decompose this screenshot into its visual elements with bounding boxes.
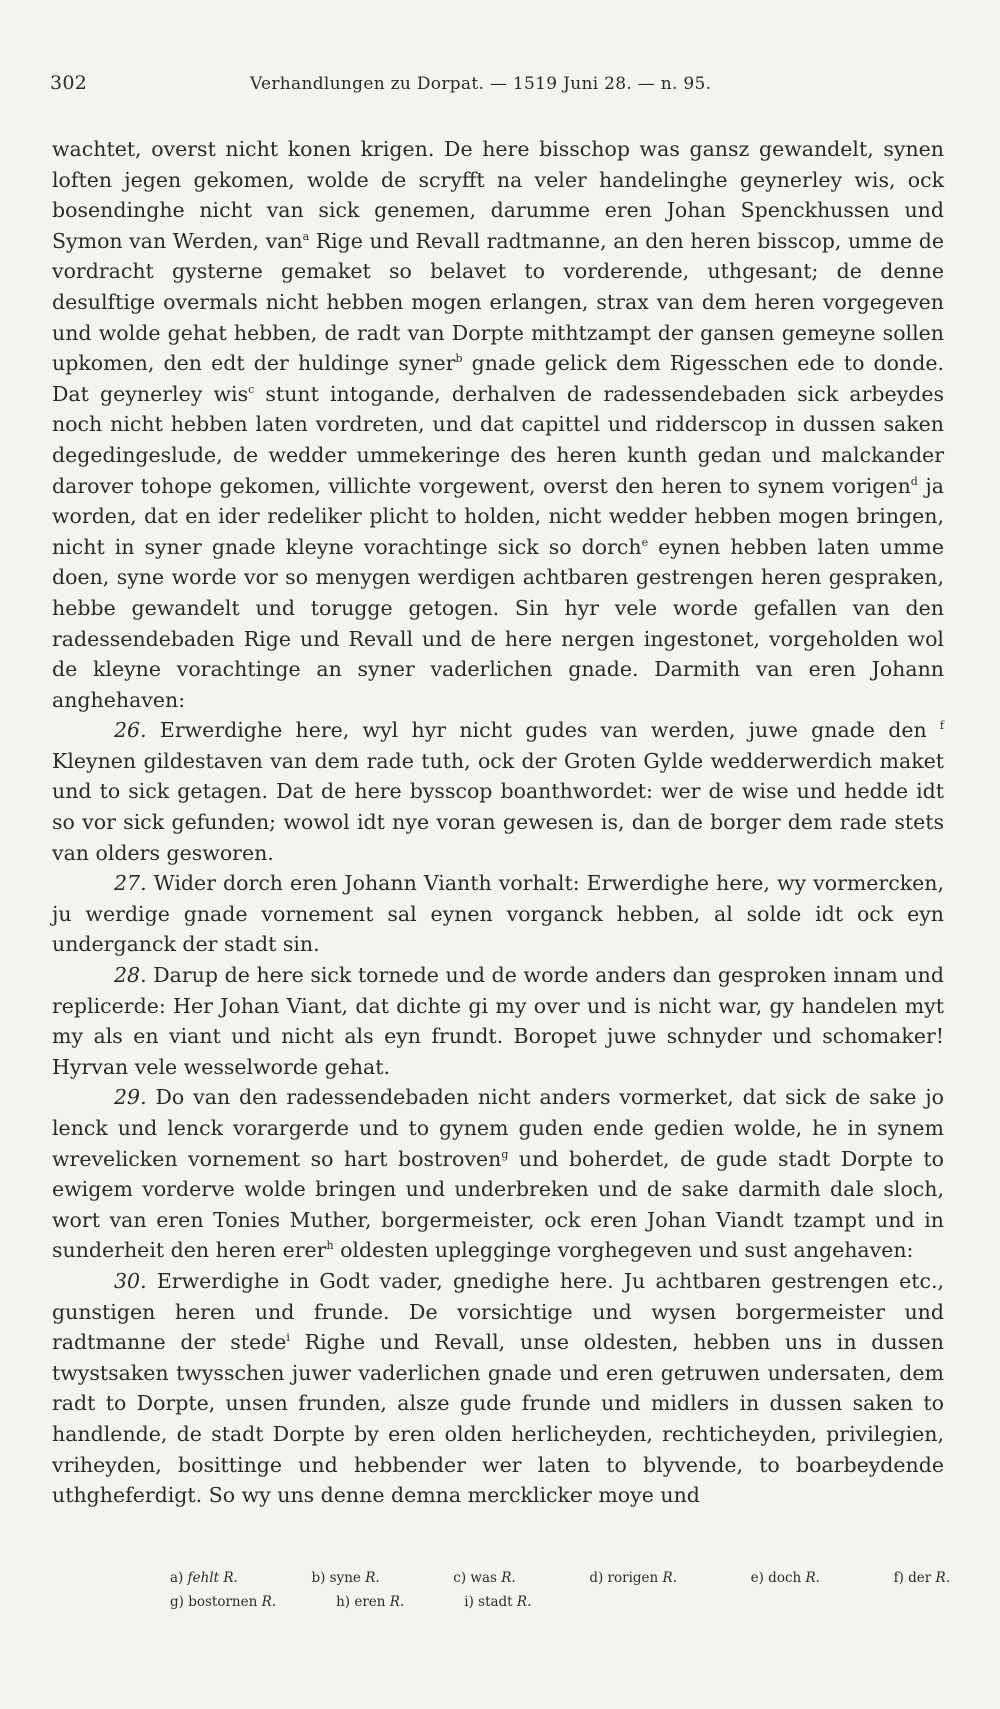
footnote-ref: h <box>326 1239 334 1253</box>
text-run: Erwerdighe here, wyl hyr nicht gudes van werden, juwe gnade den <box>146 718 940 743</box>
text-run: eynen hebben laten umme doen, syne worde vor so menygen werdigen achtbaren gestrengen heren gespraken, hebbe gewandelt und torugge getogen. Sin hyr vele worde gefallen van den radessendebaden Rige und Revall und de here nergen ingestonet, vorgeholden wol de kleyne vorachtinge an syner vaderlichen gnade. Darmith van eren Johann anghehaven: <box>52 534 944 712</box>
text-run: und boherdet, de gude stadt Dorpte to ewigem vorderve wolde bringen und underbreken und de sake darmith dale sloch, wort van eren Tonies Muther, borgermeister, ock eren Johan Viandt tzampt und in sunderheit den heren erer <box>52 1146 944 1263</box>
text-run: Wider dorch eren Johann Vianth vorhalt: Erwerdighe here, wy vormercken, ju werdige gnade vornement sal eynen vorganck hebben, al solde idt ock eyn underganck der stadt sin. <box>52 871 944 957</box>
footnote-f: f) der R. <box>893 1570 950 1586</box>
footnote-ref: a <box>302 229 310 243</box>
paragraph-continuation <box>52 134 944 715</box>
running-header <box>50 72 770 102</box>
paragraph-30 <box>52 1266 944 1511</box>
footnote-ref: i <box>286 1331 290 1345</box>
paragraph-number: 26. <box>114 718 147 743</box>
paragraph-number: 29. <box>114 1085 147 1110</box>
text-run: oldesten uplegginge vorghegeven und sust angehaven: <box>333 1238 914 1263</box>
footnote-ref: c <box>248 382 255 396</box>
paragraph-number: 27. <box>114 871 147 896</box>
text-run: gnade gelick dem Rigesschen ede to donde. Dat geynerley wis <box>52 351 944 406</box>
footnote-e: e) doch R. <box>750 1570 820 1586</box>
footnote-h: h) eren R. <box>336 1594 405 1610</box>
paragraph-26 <box>52 715 944 868</box>
page-number: 302 <box>50 72 88 94</box>
text-run: Rige und Revall radtmanne, an den heren bisscop, umme de vordracht gysterne gemaket so belavet to vorderende, uthgesant; de denne desulftige overmals nicht hebben mogen erlangen, strax van dem heren vorgegeven und wolde gehat hebben, de radt van Dorpte mithtzampt der gansen gemeyne sollen upkomen, den edt der huldinge syner <box>52 228 944 376</box>
footnote-c: c) was R. <box>453 1570 516 1586</box>
footnotes <box>170 1566 950 1614</box>
footnote-ref: d <box>910 474 918 488</box>
footnote-ref: f <box>939 719 944 733</box>
footnote-i: i) stadt R. <box>464 1594 532 1610</box>
text-run: stunt intogande, derhalven de radessendebaden sick arbeydes noch nicht hebben laten vordreten, und dat capittel und ridderscop in dussen saken degedingeslude, de wedder ummekeringe des heren kunth gedan und malckander darover tohope gekomen, villichte vorgewent, overst den heren to synem vorigen <box>52 381 944 498</box>
running-title: Verhandlungen zu Dorpat. — 1519 Juni 28. — n. 95. <box>250 74 712 94</box>
text-run: Righe und Revall, unse oldesten, hebben uns in dussen twystsaken twysschen juwer vaderlichen gnade und eren getruwen undersaten, dem radt to Dorpte, unsen frunden, alsze gude frunde und midlers in dussen saken to handlende, de stadt Dorpte by eren olden herlicheyden, rechticheyden, privilegien, vriheyden, bosittinge und hebbender wer laten to blyvende, to boarbeydende uthgheferdigt. So wy uns denne demna mercklicker moye und <box>52 1330 944 1508</box>
text-run: Erwerdighe in Godt vader, gnedighe here. Ju achtbaren gestrengen etc., gunstigen heren und frunde. De vorsichtige und wysen borgermeister und radtmanne der stede <box>52 1268 944 1355</box>
footnote-ref: b <box>455 352 463 366</box>
footnote-a: a) fehlt R. <box>170 1570 238 1586</box>
paragraph-27 <box>52 868 944 960</box>
footnote-ref: g <box>501 1147 509 1161</box>
text-run: Do van den radessendebaden nicht anders vormerket, dat sick de sake jo lenck und lenck vorargerde und to gynem guden ende gedien wolde, he in synem wrevelicken vornement so hart bostroven <box>52 1085 944 1171</box>
footnote-row <box>170 1590 950 1614</box>
main-text <box>52 134 944 1511</box>
paragraph-number: 30. <box>114 1268 147 1293</box>
text-run: ja worden, dat en ider redeliker plicht to holden, nicht wedder hebben mogen bringen, nicht in syner gnade kleyne vorachtinge sick so dorch <box>52 473 944 559</box>
text-run: Darup de here sick tornede und de worde anders dan gesproken innam und replicerde: Her Johan Viant, dat dichte gi my over und is nicht war, gy handelen myt my als en viant und nicht als eyn frundt. Boropet juwe schnyder und schomaker! Hyrvan vele wesselworde gehat. <box>52 963 944 1079</box>
footnote-ref: e <box>641 535 649 549</box>
paragraph-29 <box>52 1082 944 1266</box>
text-run: wachtet, overst nicht konen krigen. De here bisschop was gansz gewandelt, synen loften jegen gekomen, wolde de scryfft na veler handelinghe geynerley wis, ock bosendinghe nicht van sick genemen, darumme eren Johan Spenckhussen und Symon van Werden, van <box>52 137 944 253</box>
paragraph-number: 28. <box>114 963 147 988</box>
paragraph-28 <box>52 960 944 1082</box>
footnote-g: g) bostornen R. <box>170 1594 277 1610</box>
text-run: Kleynen gildestaven van dem rade tuth, ock der Groten Gylde wedderwerdich maket und to sick getagen. Dat de here bysscop boanthwordet: wer de wise und hedde idt so vor sick gefunden; wowol idt nye voran gewesen is, dan de borger dem rade stets van olders gesworen. <box>52 748 944 865</box>
footnote-d: d) rorigen R. <box>589 1570 677 1586</box>
footnote-b: b) syne R. <box>311 1570 380 1586</box>
footnote-row <box>170 1566 950 1590</box>
